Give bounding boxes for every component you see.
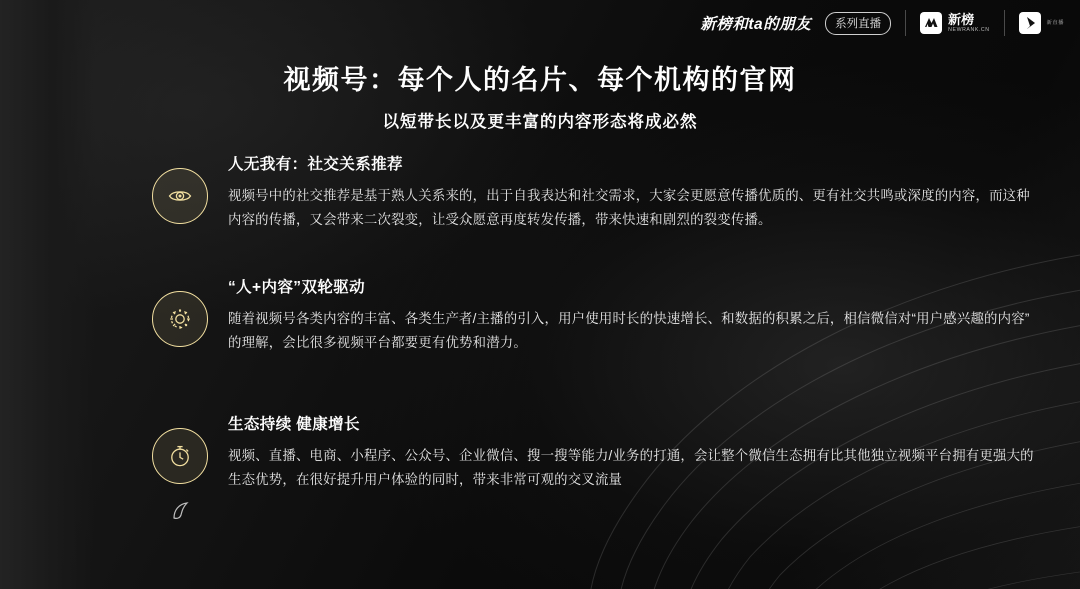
block-body <box>228 273 1042 356</box>
page-title: 视频号：每个人的名片、每个机构的官网 <box>283 65 797 95</box>
watermark-logo-icon <box>168 498 194 524</box>
page-subtitle: 以短带长以及更丰富的内容形态将成必然 <box>382 113 698 131</box>
block-text: 视频、直播、电商、小程序、公众号、企业微信、搜一搜等能力/业务的打通，会让整个微信生态拥有比其他独立视频平台拥有更强大的生态优势，在很好提升用户体验的同时，带来非常可观的交叉流量 <box>228 447 1034 487</box>
gear-icon <box>152 291 208 347</box>
block-text: 随着视频号各类内容的丰富、各类生产者/主播的引入，用户使用时长的快速增长、和数据的积累之后，相信微信对“用户感兴趣的内容”的理解，会比很多视频平台都要更有优势和潜力。 <box>228 310 1030 351</box>
content-blocks <box>152 150 1042 528</box>
stopwatch-icon <box>152 428 208 484</box>
header-divider-2 <box>1004 10 1005 36</box>
block-title: 生态持续 健康增长 <box>228 415 360 433</box>
block-text: 视频号中的社交推荐是基于熟人关系来的，出于自我表达和社交需求，大家会更愿意传播优质的、更有社交共鸣或深度的内容，而这种内容的传播，又会带来二次裂变，让受众愿意再度转发传播，带来快速和剧烈的裂变传播。 <box>228 188 1030 228</box>
block-body <box>228 410 1042 493</box>
content-block <box>152 410 1042 493</box>
brand-text <box>948 13 989 33</box>
play-triangle-icon <box>1019 12 1041 34</box>
header-title: 新榜和ta的朋友 <box>700 16 812 33</box>
brand-name-en: NEWRANK.CN <box>948 26 990 33</box>
eye-icon <box>152 168 208 224</box>
brand2-text <box>1047 19 1064 26</box>
header-divider <box>905 10 906 36</box>
brand-name-cn: 新榜 <box>948 11 975 27</box>
brand2-name-cn: 新直播 <box>1046 20 1064 27</box>
brand-newrank <box>920 12 989 34</box>
block-body <box>228 150 1042 233</box>
content-block <box>152 273 1042 356</box>
header-series-badge: 系列直播 <box>825 12 891 35</box>
content-block <box>152 150 1042 233</box>
newrank-logo-icon <box>920 12 942 34</box>
block-title: “人+内容”双轮驱动 <box>228 278 366 296</box>
brand-live <box>1019 12 1064 34</box>
block-title: 人无我有：社交关系推荐 <box>228 156 403 173</box>
header <box>700 10 1064 36</box>
